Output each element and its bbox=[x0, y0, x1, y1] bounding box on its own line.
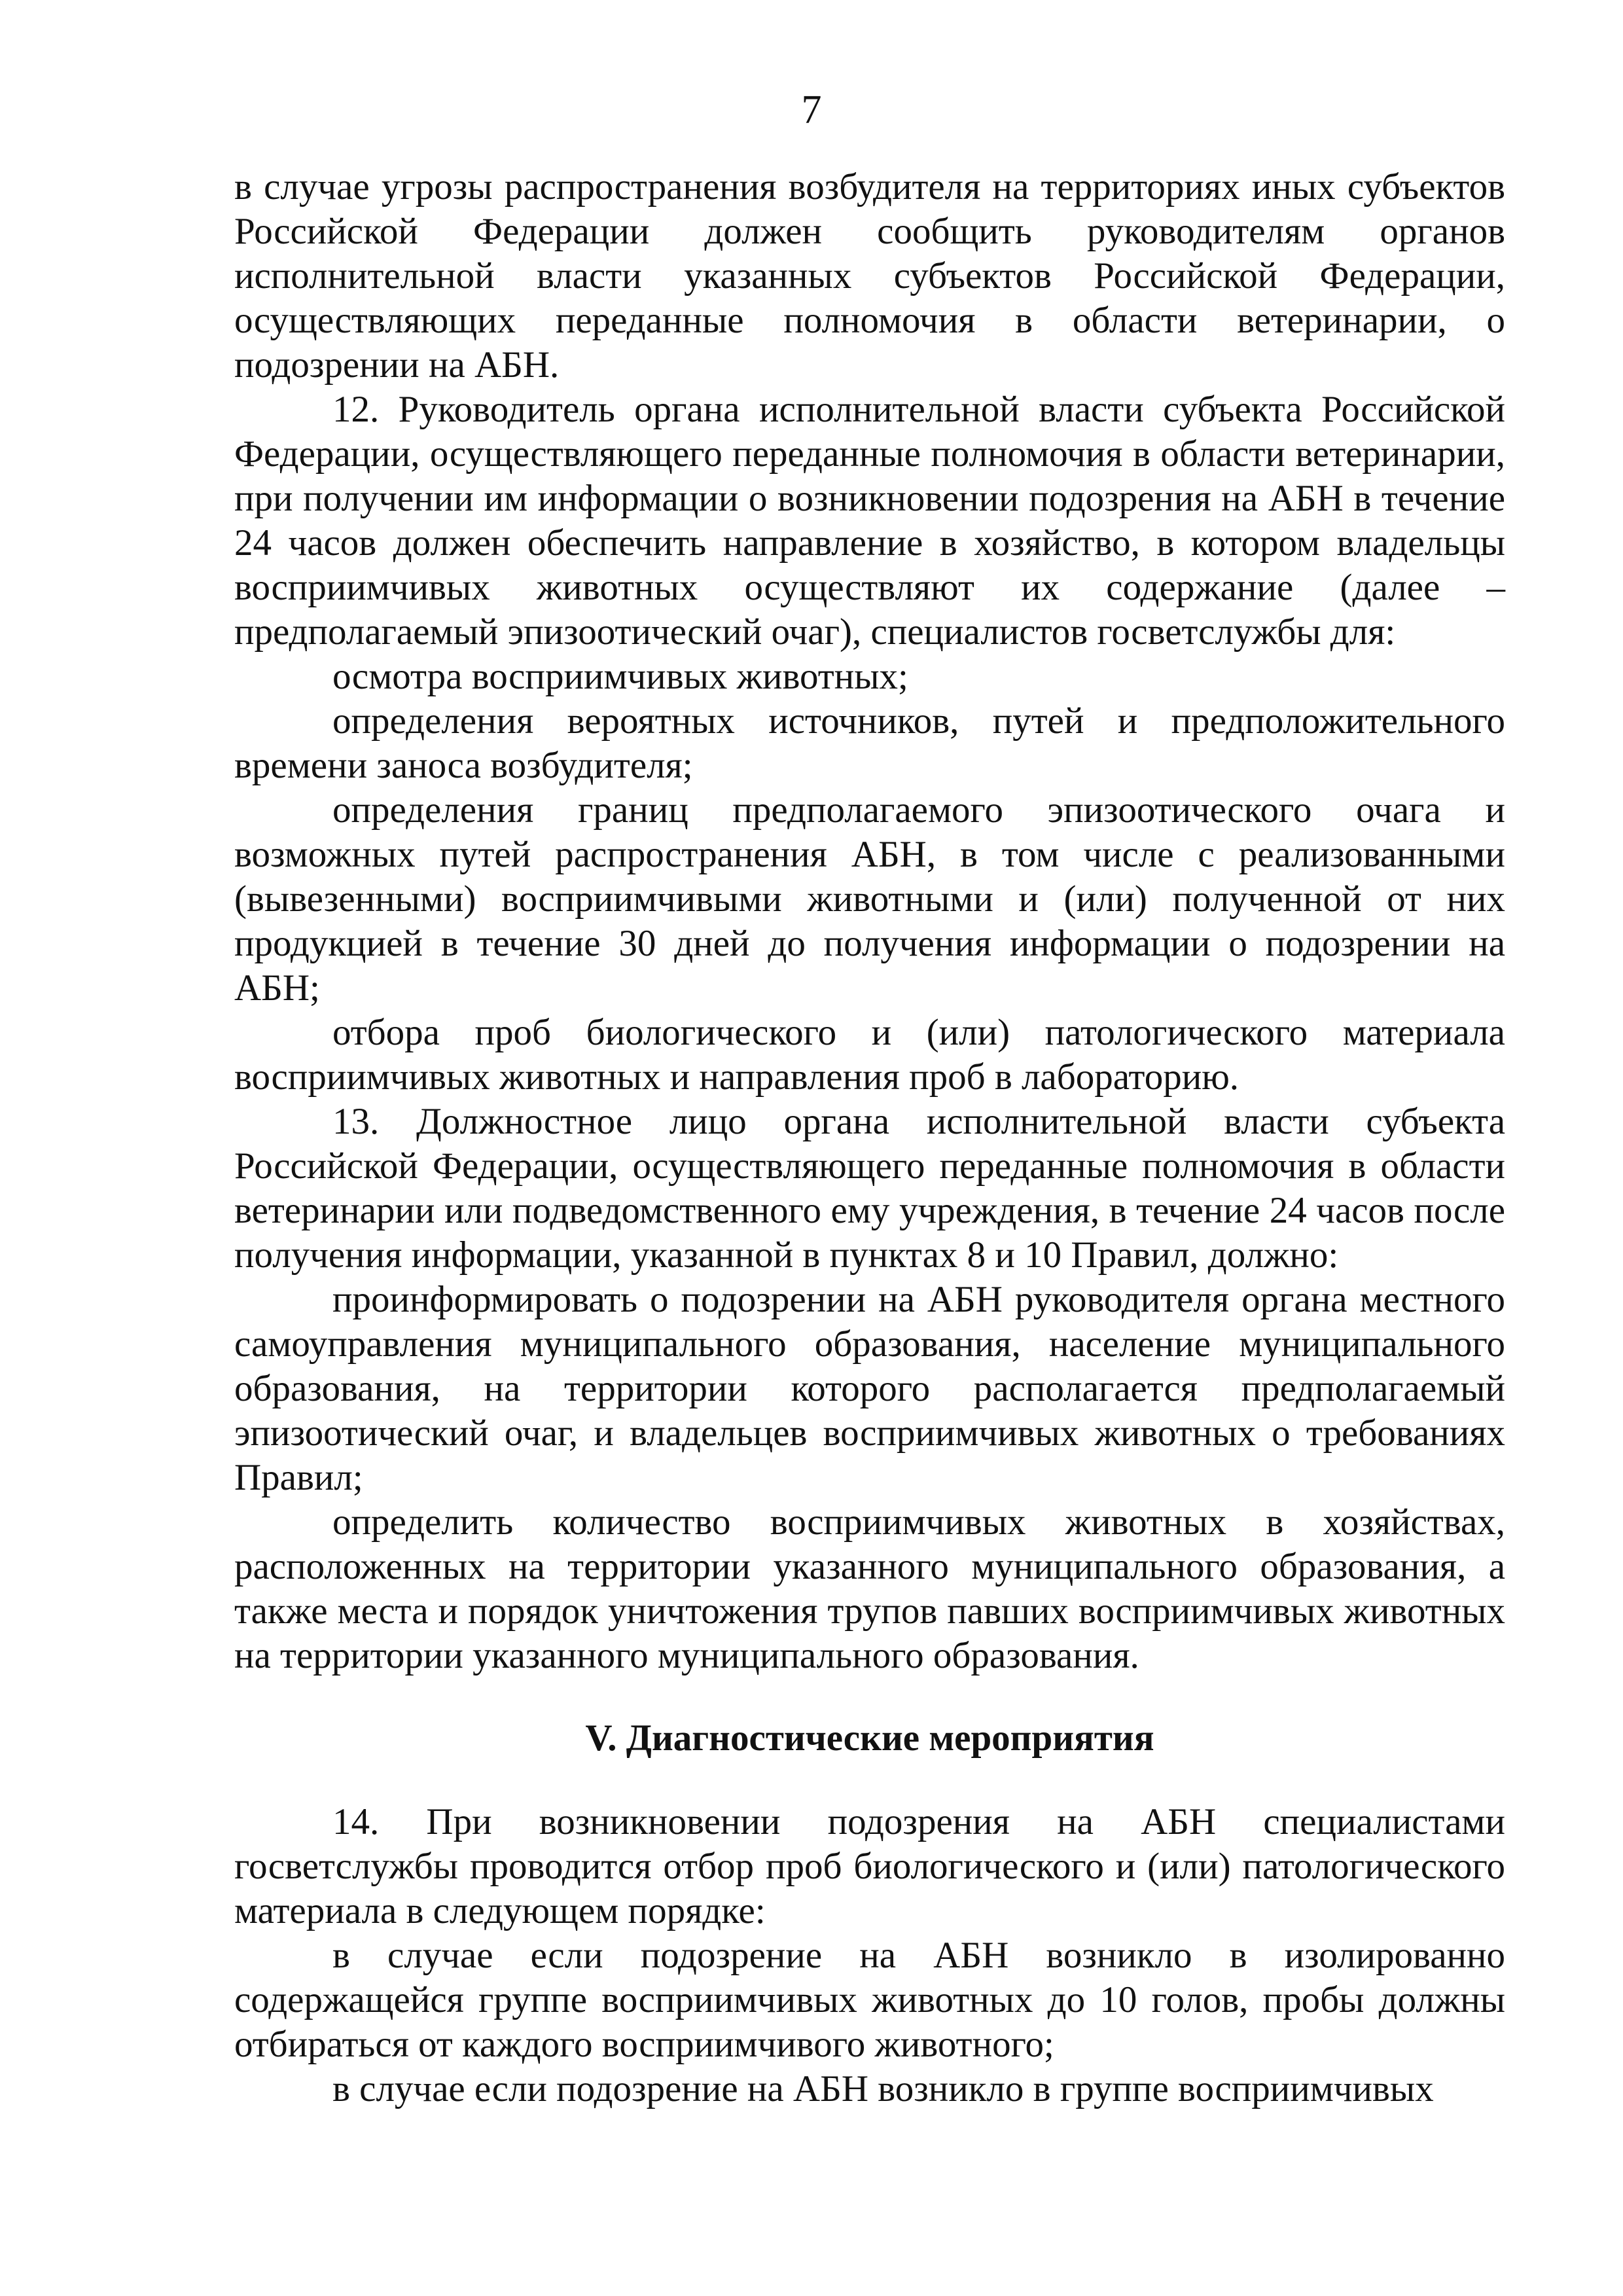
paragraph-13: 13. Должностное лицо органа исполнительной власти субъекта Российской Федерации, осуществляющего переданные полномочия в области ветеринарии или подведомственного ему учреждения, в течение 24 часов после получения информации, указанной в пунктах 8 и 10 Правил, должно: bbox=[234, 1101, 1505, 1276]
list-item-inform: проинформировать о подозрении на АБН руководителя органа местного самоуправления муниципального образования, население муниципального образования, на территории которого располагается предполагаемый эпизоотический очаг, и владельцев восприимчивых животных о требованиях Правил; bbox=[234, 1279, 1505, 1498]
paragraph-14: 14. При возникновении подозрения на АБН специалистами госветслужбы проводится отбор проб биологического и (или) патологического материала в следующем порядке: bbox=[234, 1801, 1505, 1931]
paragraph-group-before bbox=[234, 165, 1505, 1678]
list-item-boundaries: определения границ предполагаемого эпизоотического очага и возможных путей распространения АБН, в том числе с реализованными (вывезенными) восприимчивыми животными и (или) полученной от них продукцией в течение 30 дней до получения информации о подозрении на АБН; bbox=[234, 789, 1505, 1009]
list-item-sources: определения вероятных источников, путей и предположительного времени заноса возбудителя; bbox=[234, 700, 1505, 786]
list-item-count-animals: определить количество восприимчивых животных в хозяйствах, расположенных на территории указанного муниципального образования, а также места и порядок уничтожения трупов павших восприимчивых животных на территории указанного муниципального образования. bbox=[234, 1501, 1505, 1676]
list-item-sampling: отбора проб биологического и (или) патологического материала восприимчивых животных и направления проб в лабораторию. bbox=[234, 1012, 1505, 1098]
list-item-isolated-group: в случае если подозрение на АБН возникло в изолированно содержащейся группе восприимчивых животных до 10 голов, пробы должны отбираться от каждого восприимчивого животного; bbox=[234, 1935, 1505, 2065]
paragraph-12: 12. Руководитель органа исполнительной власти субъекта Российской Федерации, осуществляющего переданные полномочия в области ветеринарии, при получении им информации о возникновении подозрения на АБН в течение 24 часов должен обеспечить направление в хозяйство, в котором владельцы восприимчивых животных осуществляют их содержание (далее – предполагаемый эпизоотический очаг), специалистов госветслужбы для: bbox=[234, 389, 1505, 653]
section-heading: V. Диагностические мероприятия bbox=[585, 1717, 1154, 1759]
paragraph-group-after bbox=[234, 1800, 1505, 2111]
list-item-inspection: осмотра восприимчивых животных; bbox=[332, 656, 908, 697]
paragraph-threat-other-regions: в случае угрозы распространения возбудителя на территориях иных субъектов Российской Федерации должен сообщить руководителям органов исполнительной власти указанных субъектов Российской Федерации, осуществляющих переданные полномочия в области ветеринарии, о подозрении на АБН. bbox=[234, 166, 1505, 386]
document-body bbox=[234, 165, 1505, 2111]
list-item-group-partial: в случае если подозрение на АБН возникло в группе восприимчивых bbox=[332, 2068, 1434, 2109]
page-number: 7 bbox=[801, 88, 822, 132]
